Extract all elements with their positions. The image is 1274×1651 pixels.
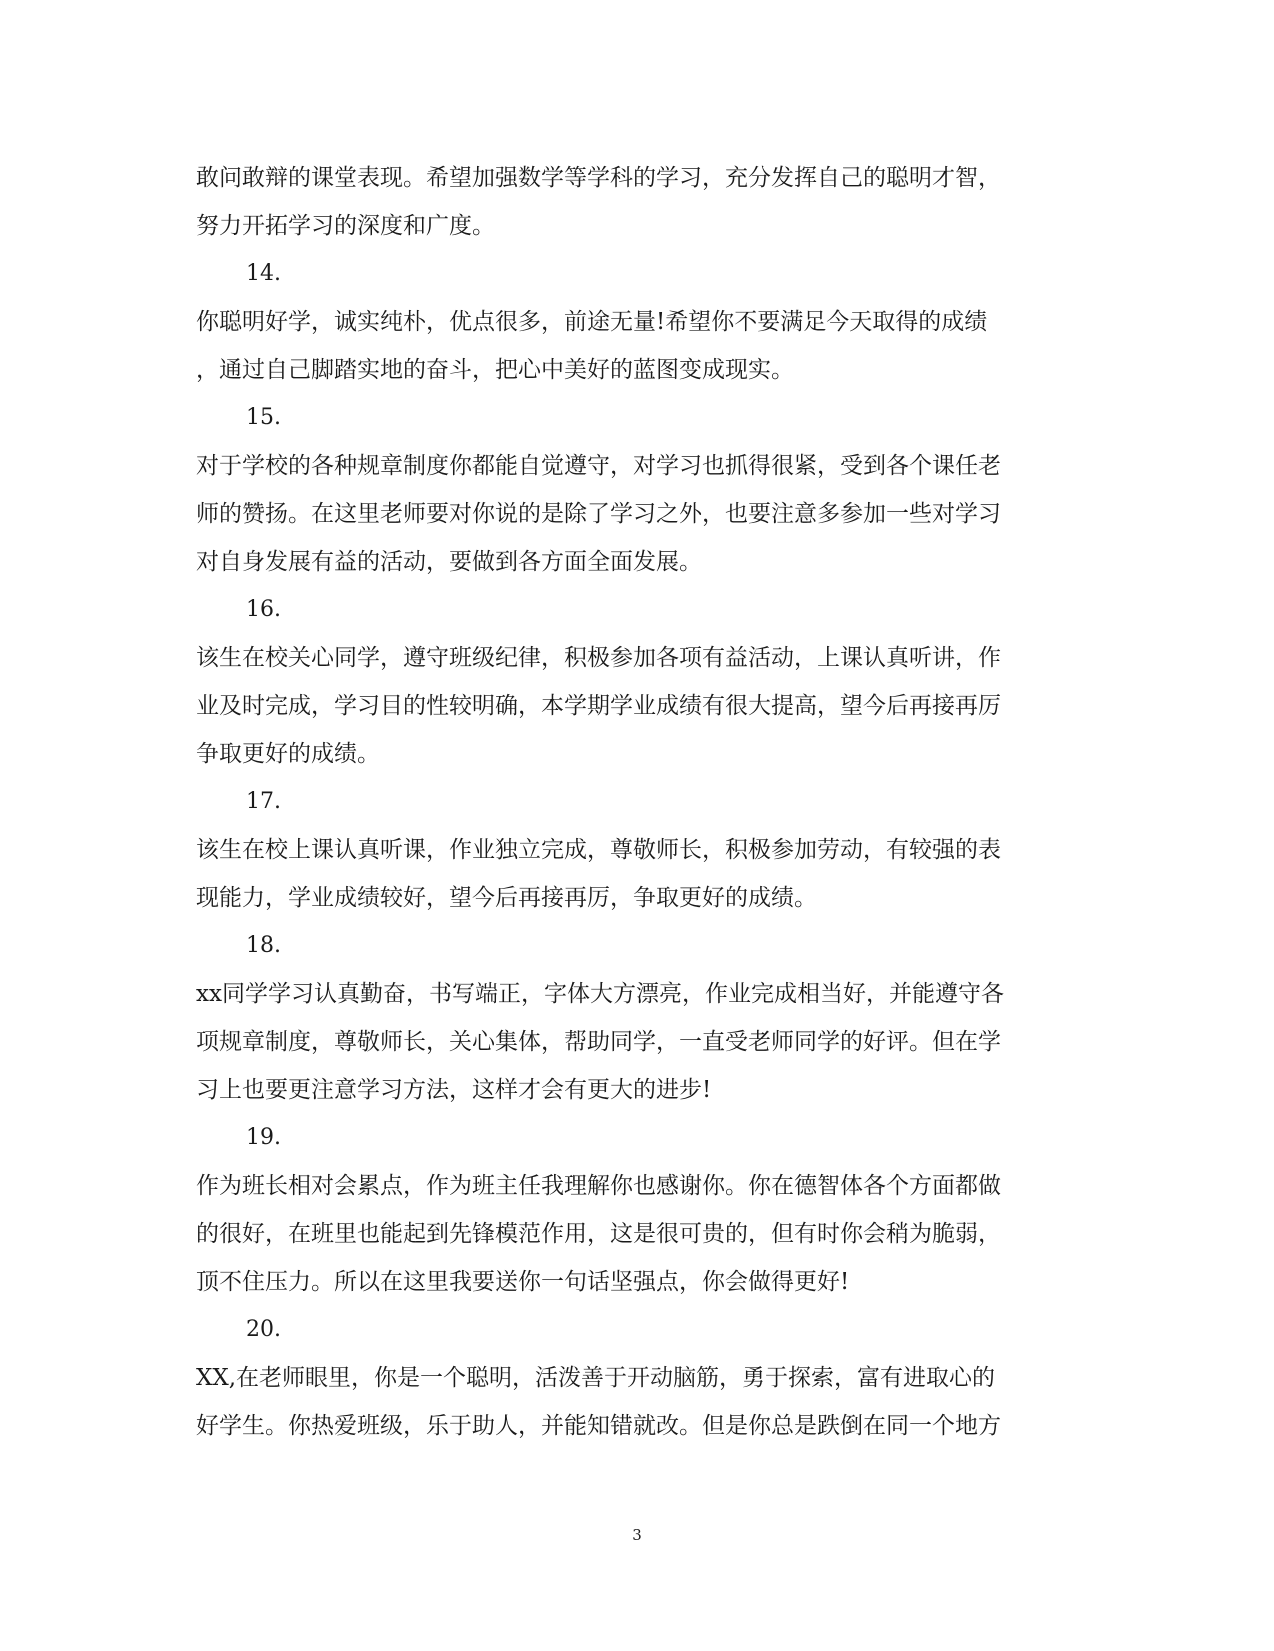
paragraph-line: 好学生。你热爱班级，乐于助人，并能知错就改。但是你总是跌倒在同一个地方 bbox=[196, 1413, 1001, 1439]
document-body bbox=[196, 154, 1076, 1450]
paragraph-line: 的很好，在班里也能起到先锋模范作用，这是很可贵的，但有时你会稍为脆弱， bbox=[196, 1221, 1001, 1247]
paragraph-line: 对于学校的各种规章制度你都能自觉遵守，对学习也抓得很紧，受到各个课任老 bbox=[196, 453, 1001, 479]
item-number: 16. bbox=[246, 597, 281, 622]
item-number: 18. bbox=[246, 933, 281, 958]
item-number: 14. bbox=[246, 261, 281, 286]
item-number: 15. bbox=[246, 405, 281, 430]
paragraph-line: 努力开拓学习的深度和广度。 bbox=[196, 213, 495, 239]
paragraph-line: xx同学学习认真勤奋，书写端正，字体大方漂亮，作业完成相当好，并能遵守各 bbox=[196, 981, 1004, 1007]
paragraph-line: 争取更好的成绩。 bbox=[196, 741, 380, 767]
paragraph-line: 作为班长相对会累点，作为班主任我理解你也感谢你。你在德智体各个方面都做 bbox=[196, 1173, 1001, 1199]
paragraph-line: 顶不住压力。所以在这里我要送你一句话坚强点，你会做得更好! bbox=[196, 1269, 850, 1295]
item-number: 20. bbox=[246, 1317, 281, 1342]
paragraph-line: 你聪明好学，诚实纯朴，优点很多，前途无量!希望你不要满足今天取得的成绩 bbox=[196, 309, 988, 335]
item-number: 17. bbox=[246, 789, 281, 814]
paragraph-line: 对自身发展有益的活动，要做到各方面全面发展。 bbox=[196, 549, 702, 575]
page-number: 3 bbox=[632, 1526, 642, 1544]
paragraph-line: 该生在校上课认真听课，作业独立完成，尊敬师长，积极参加劳动，有较强的表 bbox=[196, 837, 1001, 863]
paragraph-line: XX,在老师眼里，你是一个聪明，活泼善于开动脑筋，勇于探索，富有进取心的 bbox=[196, 1365, 996, 1391]
paragraph-line: 现能力，学业成绩较好，望今后再接再厉，争取更好的成绩。 bbox=[196, 885, 817, 911]
paragraph-line: 该生在校关心同学，遵守班级纪律，积极参加各项有益活动，上课认真听讲，作 bbox=[196, 645, 1001, 671]
item-number: 19. bbox=[246, 1125, 281, 1150]
paragraph-line: 师的赞扬。在这里老师要对你说的是除了学习之外，也要注意多参加一些对学习 bbox=[196, 501, 1001, 527]
paragraph-line: 敢问敢辩的课堂表现。希望加强数学等学科的学习，充分发挥自己的聪明才智， bbox=[196, 165, 1001, 191]
paragraph-line: ，通过自己脚踏实地的奋斗，把心中美好的蓝图变成现实。 bbox=[196, 357, 794, 383]
paragraph-line: 业及时完成，学习目的性较明确，本学期学业成绩有很大提高，望今后再接再厉 bbox=[196, 693, 1001, 719]
paragraph-line: 习上也要更注意学习方法，这样才会有更大的进步! bbox=[196, 1077, 712, 1103]
paragraph-line: 项规章制度，尊敬师长，关心集体，帮助同学，一直受老师同学的好评。但在学 bbox=[196, 1029, 1001, 1055]
